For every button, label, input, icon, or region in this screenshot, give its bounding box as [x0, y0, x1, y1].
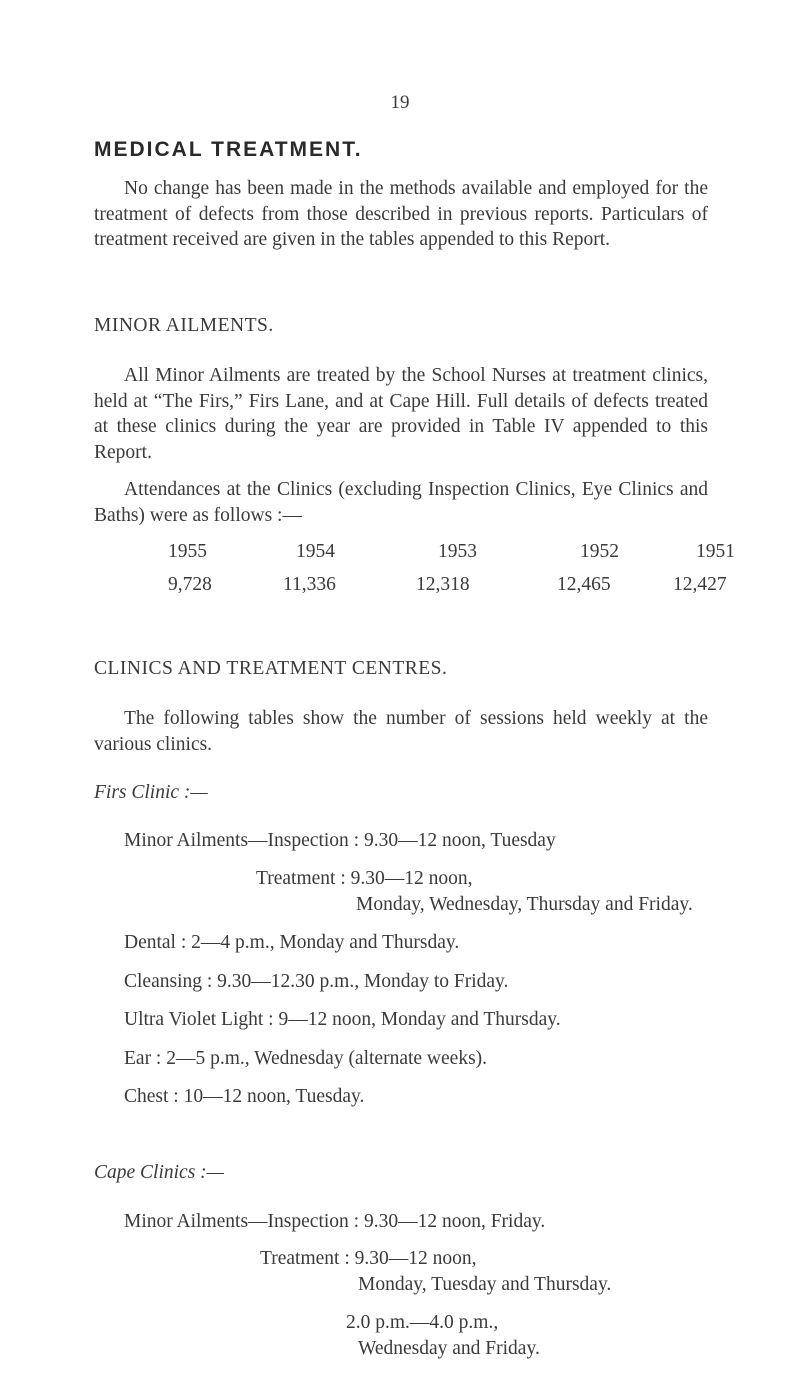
cape-minor-inspection: Minor Ailments—Inspection : 9.30—12 noon, Friday. [124, 1211, 546, 1232]
year-cell: 1951 [696, 541, 735, 562]
intro-paragraph: No change has been made in the methods available and employed for the treatment of defects from those described in previous reports. Particulars of treatment received are given in the tables appended to this Report. [94, 178, 708, 250]
attendance-cell: 11,336 [283, 574, 336, 595]
year-cell: 1953 [438, 541, 477, 562]
clinics-heading: CLINICS AND TREATMENT CENTRES. [94, 658, 448, 679]
minor-ailments-paragraph: All Minor Ailments are treated by the School Nurses at treatment clinics, held at “The Firs,” Firs Lane, and at Cape Hill. Full details of defects treated at these clinics during the year are provided in Table IV appended to this Report. [94, 365, 708, 463]
firs-minor-inspection: Minor Ailments—Inspection : 9.30—12 noon, Tuesday [124, 830, 556, 851]
year-cell: 1952 [580, 541, 619, 562]
cape-treatment-line-1: Treatment : 9.30—12 noon, [260, 1248, 477, 1269]
attendance-cell: 12,427 [673, 574, 727, 595]
attendances-paragraph: Attendances at the Clinics (excluding Inspection Clinics, Eye Clinics and Baths) were as follows :— [94, 479, 708, 526]
firs-dental: Dental : 2—4 p.m., Monday and Thursday. [124, 932, 460, 953]
year-cell: 1954 [296, 541, 335, 562]
firs-cleansing: Cleansing : 9.30—12.30 p.m., Monday to Friday. [124, 971, 509, 992]
attendance-cell: 9,728 [168, 574, 212, 595]
firs-chest: Chest : 10—12 noon, Tuesday. [124, 1086, 365, 1107]
minor-ailments-heading: MINOR AILMENTS. [94, 315, 274, 336]
firs-ultra-violet: Ultra Violet Light : 9—12 noon, Monday and Thursday. [124, 1009, 561, 1030]
page-number: 19 [390, 92, 410, 113]
cape-clinics-heading: Cape Clinics :— [94, 1162, 224, 1183]
cape-treatment-line-2: Monday, Tuesday and Thursday. [358, 1274, 612, 1295]
cape-treatment-line-4: Wednesday and Friday. [358, 1338, 540, 1359]
section-title: MEDICAL TREATMENT. [94, 138, 363, 161]
cape-treatment-line-3: 2.0 p.m.—4.0 p.m., [346, 1312, 499, 1333]
attendance-cell: 12,318 [416, 574, 470, 595]
firs-treatment-line-1: Treatment : 9.30—12 noon, [256, 868, 473, 889]
year-cell: 1955 [168, 541, 207, 562]
attendance-cell: 12,465 [557, 574, 611, 595]
clinics-paragraph: The following tables show the number of sessions held weekly at the various clinics. [94, 708, 708, 755]
firs-ear: Ear : 2—5 p.m., Wednesday (alternate weeks). [124, 1048, 488, 1069]
firs-clinic-heading: Firs Clinic :— [94, 782, 208, 803]
firs-treatment-line-2: Monday, Wednesday, Thursday and Friday. [356, 894, 693, 915]
